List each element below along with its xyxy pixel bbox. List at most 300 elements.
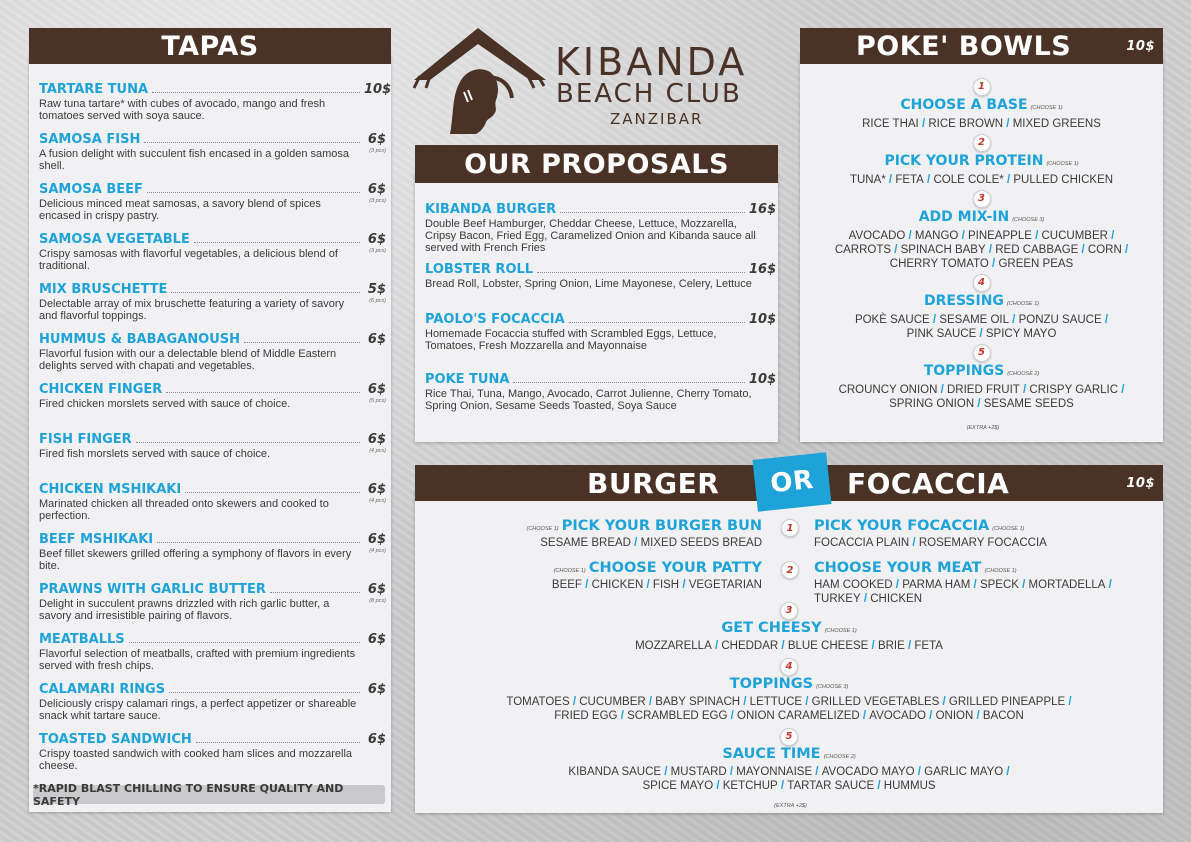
- option-label: BLUE CHEESE: [787, 640, 869, 652]
- proposal-item-header: [425, 262, 777, 277]
- option-label: TURKEY: [814, 593, 861, 605]
- tapas-list: [29, 54, 391, 812]
- dotted-leader: [147, 191, 360, 193]
- separator-slash: /: [1003, 173, 1014, 186]
- option-label: HAM COOKED: [814, 579, 893, 591]
- separator-slash: /: [1101, 313, 1109, 326]
- tapas-item: [39, 482, 386, 522]
- separator-slash: /: [778, 640, 788, 652]
- logo-line1: KIBANDA: [555, 40, 748, 84]
- option-label: SCRAMBLED EGG: [627, 710, 728, 722]
- dotted-leader: [185, 491, 360, 493]
- dotted-leader: [157, 541, 360, 543]
- option-label: AVOCADO: [848, 229, 906, 242]
- tapas-note: *RAPID BLAST CHILLING TO ENSURE QUALITY AND SAFETY: [33, 785, 385, 804]
- tapas-item: [39, 132, 386, 172]
- option-label: TUNA*: [849, 173, 886, 186]
- separator-slash: /: [1107, 229, 1115, 242]
- tapas-item: [39, 282, 386, 322]
- option-label: SPRING ONION: [889, 397, 975, 410]
- tapas-item: [39, 182, 386, 222]
- poke-step-title-row: [800, 362, 1163, 383]
- poke-step-title: CHOOSE A BASE: [900, 96, 1028, 113]
- bf-step2-right: [814, 561, 1112, 606]
- separator-slash: /: [1008, 313, 1019, 326]
- proposal-item: [425, 312, 777, 352]
- poke-options: [800, 383, 1163, 397]
- tapas-item-price: 6$: [367, 482, 386, 497]
- proposal-item: [425, 372, 777, 412]
- bf-step-title: SAUCE TIME: [722, 746, 821, 762]
- tapas-item-name: MEATBALLS: [39, 632, 125, 647]
- separator-slash: /: [918, 117, 929, 130]
- option-label: SESAME OIL: [939, 313, 1009, 326]
- tapas-item-price: 6$: [367, 432, 386, 447]
- poke-options: [800, 173, 1163, 187]
- tapas-item-pieces: (3 pcs): [369, 248, 386, 254]
- separator-slash: /: [929, 313, 940, 326]
- proposal-item: [425, 262, 777, 290]
- proposal-item-price: 16$: [749, 262, 777, 277]
- tapas-item: [39, 332, 386, 372]
- choose-note: (CHOOSE 2): [1007, 370, 1040, 377]
- separator-slash: /: [617, 710, 628, 722]
- poke-step: [800, 272, 1163, 341]
- logo-line2: BEACH CLUB: [556, 79, 742, 109]
- tapas-item-pieces: (6 pcs): [369, 298, 386, 304]
- bf-step5: [415, 727, 1163, 793]
- tapas-item-desc: Flavorful selection of meatballs, crafted with premium ingredients served with fresh chips.: [39, 648, 356, 672]
- tapas-item-pieces: (4 pcs): [369, 498, 386, 504]
- proposal-item-desc: Homemade Focaccia stuffed with Scrambled Eggs, Lettuce, Tomatoes, Fresh Mozzarella and Mayonnaise: [425, 328, 717, 352]
- option-label: POKÈ SAUCE: [854, 313, 930, 326]
- proposal-item-name: POKE TUNA: [425, 372, 510, 387]
- option-label: SESAME SEEDS: [983, 397, 1074, 410]
- separator-slash: /: [643, 579, 653, 591]
- separator-slash: /: [914, 766, 925, 778]
- tapas-item-name: CHICKEN MSHIKAKI: [39, 482, 182, 497]
- tapas-item-desc: Marinated chicken all threaded onto skewers and cooked to perfection.: [39, 498, 329, 522]
- option-label: GARLIC MAYO: [924, 766, 1004, 778]
- choose-note: (CHOOSE 3): [1012, 216, 1045, 223]
- bf-step1-right: [814, 519, 1047, 550]
- option-label: SPINACH BABY: [900, 243, 986, 256]
- tapas-item-desc: Raw tuna tartare* with cubes of avocado, mango and fresh tomatoes served with soya sauce.: [39, 98, 326, 122]
- tapas-item-desc: Crispy toasted sandwich with cooked ham slices and mozzarella cheese.: [39, 748, 353, 772]
- poke-step-title: PICK YOUR PROTEIN: [884, 152, 1044, 169]
- option-label: BRIE: [877, 640, 905, 652]
- option-label: CUCUMBER: [1041, 229, 1108, 242]
- separator-slash: /: [905, 229, 915, 242]
- step-number-row: [415, 657, 1163, 676]
- separator-slash: /: [1018, 579, 1029, 591]
- poke-step-title: DRESSING: [923, 292, 1004, 309]
- option-label: FISH: [652, 579, 680, 591]
- tapas-item-price: 6$: [367, 632, 386, 647]
- patty-options: [551, 578, 762, 592]
- tapas-item-name: SAMOSA FISH: [39, 132, 141, 147]
- bf-step-title-row: [415, 620, 1163, 639]
- option-label: SPECK: [979, 579, 1019, 591]
- dotted-leader: [171, 291, 360, 293]
- poke-options: [800, 327, 1163, 341]
- tapas-item-header: [39, 182, 386, 197]
- tapas-item-name: SAMOSA BEEF: [39, 182, 143, 197]
- choose-note: (CHOOSE 1): [992, 526, 1025, 532]
- option-label: MIXED SEEDS BREAD: [640, 537, 762, 549]
- option-label: MUSTARD: [670, 766, 727, 778]
- separator-slash: /: [976, 327, 986, 340]
- poke-step-title: ADD MIX-IN: [918, 208, 1010, 225]
- option-label: PINEAPPLE: [967, 229, 1032, 242]
- separator-slash: /: [973, 710, 983, 722]
- step-number: 5: [973, 344, 991, 362]
- proposal-item-header: [425, 372, 777, 387]
- tapas-item-name: MIX BRUSCHETTE: [39, 282, 168, 297]
- tapas-item: [39, 532, 386, 572]
- option-label: SESAME BREAD: [540, 537, 631, 549]
- bf-extra-note: [415, 794, 1163, 812]
- step-number: 3: [780, 602, 798, 620]
- proposal-item-desc: Rice Thai, Tuna, Mango, Avocado, Carrot Julienne, Cherry Tomato, Spring Onion, Sesame Seeds Toasted, Soya Sauce: [425, 388, 752, 412]
- tapas-item: [39, 82, 392, 122]
- tapas-item-price: 6$: [367, 132, 386, 147]
- tapas-item-price: 6$: [367, 182, 386, 197]
- dotted-leader: [194, 241, 360, 243]
- separator-slash: /: [939, 696, 949, 708]
- option-label: CUCUMBER: [579, 696, 646, 708]
- option-label: RICE THAI: [862, 117, 919, 130]
- bf-step3: [415, 601, 1163, 653]
- tapas-item-pieces: (8 pcs): [369, 598, 386, 604]
- option-label: KIBANDA SAUCE: [568, 766, 662, 778]
- option-label: CHERRY TOMATO: [889, 257, 989, 270]
- bf-price: 10$: [1126, 475, 1155, 491]
- option-label: TOMATOES: [506, 696, 570, 708]
- bf-options: [415, 765, 1163, 779]
- tapas-item-desc: Delight in succulent prawns drizzled with rich garlic butter, a savory and irresistible pairing of flavors.: [39, 598, 330, 622]
- option-label: HUMMUS: [883, 780, 936, 792]
- separator-slash: /: [1121, 243, 1129, 256]
- tapas-item-name: TARTARE TUNA: [39, 82, 149, 97]
- separator-slash: /: [569, 696, 580, 708]
- hut-logo-icon: [410, 22, 550, 137]
- separator-slash: /: [1065, 696, 1072, 708]
- option-label: MORTADELLA: [1028, 579, 1106, 591]
- option-label: COLE COLE*: [933, 173, 1004, 186]
- separator-slash: /: [661, 766, 671, 778]
- separator-slash: /: [909, 537, 919, 549]
- bf-options: [415, 695, 1163, 709]
- proposals-title: OUR PROPOSALS: [415, 145, 778, 183]
- separator-slash: /: [777, 780, 788, 792]
- option-label: CROUNCY ONION: [838, 383, 938, 396]
- separator-slash: /: [923, 173, 934, 186]
- separator-slash: /: [925, 710, 936, 722]
- tapas-item-price: 6$: [367, 332, 386, 347]
- step-number: 4: [780, 658, 798, 676]
- tapas-item-price: 6$: [367, 382, 386, 397]
- dotted-leader: [537, 271, 745, 273]
- tapas-item-name: TOASTED SANDWICH: [39, 732, 192, 747]
- tapas-item-price: 6$: [367, 582, 386, 597]
- separator-slash: /: [1019, 383, 1030, 396]
- extra-note: (EXTRA +2$): [966, 425, 1000, 431]
- option-label: DRIED FRUIT: [946, 383, 1020, 396]
- choose-note: (CHOOSE 3): [816, 684, 849, 690]
- option-label: MANGO: [914, 229, 959, 242]
- logo-line3: ZANZIBAR: [610, 110, 704, 128]
- separator-slash: /: [1003, 766, 1010, 778]
- bf-title-right: FOCACCIA: [847, 466, 1010, 500]
- option-label: MOZZARELLA: [635, 640, 712, 652]
- tapas-item-pieces: (4 pcs): [369, 548, 386, 554]
- option-label: PINK SAUCE: [906, 327, 977, 340]
- tapas-item-name: CALAMARI RINGS: [39, 682, 166, 697]
- choose-note: (CHOOSE 1): [553, 568, 586, 574]
- option-label: BEEF: [551, 579, 582, 591]
- bf-options: [415, 639, 1163, 653]
- tapas-item-desc: Delicious minced meat samosas, a savory blend of spices encased in crispy pastry.: [39, 198, 321, 222]
- tapas-item-name: FISH FINGER: [39, 432, 132, 447]
- proposal-item-price: 10$: [749, 372, 777, 387]
- proposals-list: [415, 172, 778, 442]
- tapas-item-pieces: (3 pcs): [369, 198, 386, 204]
- tapas-item: [39, 632, 386, 672]
- logo: [410, 22, 780, 137]
- choose-note: (CHOOSE 1): [1046, 160, 1079, 167]
- tapas-item: [39, 732, 386, 772]
- tapas-item-header: [39, 432, 386, 447]
- tapas-item-pieces: (3 pcs): [369, 148, 386, 154]
- option-label: CORN: [1087, 243, 1122, 256]
- tapas-item-header: [39, 532, 386, 547]
- dotted-leader: [513, 381, 745, 383]
- bf-step-title-row: [415, 746, 1163, 765]
- poke-options: [800, 243, 1163, 257]
- poke-extra-note: [800, 416, 1163, 434]
- step-number-row: [800, 272, 1163, 292]
- dotted-leader: [569, 321, 745, 323]
- tapas-item-header: [39, 582, 386, 597]
- poke-options: [800, 397, 1163, 411]
- bf-or-badge: OR: [752, 452, 831, 511]
- tapas-item-desc: Beef fillet skewers grilled offering a symphony of flavors in every bite.: [39, 548, 352, 572]
- proposal-item-price: 16$: [749, 202, 777, 217]
- dotted-leader: [144, 141, 360, 143]
- tapas-item-header: [39, 282, 386, 297]
- separator-slash: /: [581, 579, 592, 591]
- separator-slash: /: [645, 696, 656, 708]
- meat-options-1: [814, 578, 1112, 592]
- dotted-leader: [560, 211, 745, 213]
- step-number: 4: [973, 274, 991, 292]
- tapas-item-desc: Fired fish morslets served with sauce of choice.: [39, 448, 271, 460]
- step-number-row: [800, 132, 1163, 152]
- tapas-item-desc: Delectable array of mix bruschette featuring a variety of savory and flavorful toppings.: [39, 298, 345, 322]
- bf-options: [415, 709, 1163, 723]
- poke-step: [800, 76, 1163, 131]
- bf-options: [415, 779, 1163, 793]
- choose-note: (CHOOSE 2): [823, 754, 856, 760]
- tapas-item-price: 5$: [367, 282, 386, 297]
- separator-slash: /: [1118, 383, 1125, 396]
- step-number-row: [415, 601, 1163, 620]
- option-label: FOCACCIA PLAIN: [814, 537, 910, 549]
- option-label: LETTUCE: [749, 696, 803, 708]
- option-label: KETCHUP: [722, 780, 778, 792]
- bf-step-title-row: [415, 676, 1163, 695]
- option-label: ROSEMARY FOCACCIA: [918, 537, 1047, 549]
- step-number: 5: [780, 728, 798, 746]
- option-label: CHICKEN: [870, 593, 923, 605]
- tapas-item: [39, 382, 386, 410]
- tapas-item-header: [39, 232, 386, 247]
- tapas-item-pieces: (5 pcs): [369, 398, 386, 404]
- separator-slash: /: [904, 640, 915, 652]
- tapas-item-price: 6$: [367, 732, 386, 747]
- separator-slash: /: [1003, 117, 1013, 130]
- option-label: PONZU SAUCE: [1018, 313, 1102, 326]
- dotted-leader: [152, 91, 360, 93]
- tapas-item: [39, 682, 386, 722]
- separator-slash: /: [812, 766, 822, 778]
- option-label: SPICY MAYO: [985, 327, 1057, 340]
- separator-slash: /: [891, 243, 901, 256]
- poke-options: [800, 257, 1163, 271]
- separator-slash: /: [988, 257, 999, 270]
- option-label: FRIED EGG: [554, 710, 618, 722]
- proposal-item: [425, 202, 777, 254]
- tapas-item-header: [39, 682, 386, 697]
- tapas-item-header: [39, 382, 386, 397]
- tapas-item-name: BEEF MSHIKAKI: [39, 532, 154, 547]
- option-label: CARROTS: [834, 243, 892, 256]
- option-label: GRILLED PINEAPPLE: [948, 696, 1066, 708]
- separator-slash: /: [859, 710, 870, 722]
- dotted-leader: [244, 341, 360, 343]
- step-number: 1: [781, 519, 799, 537]
- option-label: FETA: [895, 173, 924, 186]
- bf-title-left: BURGER: [587, 466, 720, 500]
- option-label: AVOCADO: [869, 710, 926, 722]
- option-label: SPICE MAYO: [642, 780, 714, 792]
- step-number: 2: [781, 561, 799, 579]
- separator-slash: /: [726, 766, 737, 778]
- step-number-row: [800, 76, 1163, 96]
- tapas-item-price: 6$: [367, 232, 386, 247]
- separator-slash: /: [970, 579, 980, 591]
- focaccia-title: PICK YOUR FOCACCIA: [814, 518, 990, 534]
- separator-slash: /: [1105, 579, 1112, 591]
- poke-list: [800, 54, 1163, 442]
- separator-slash: /: [958, 229, 968, 242]
- separator-slash: /: [974, 397, 984, 410]
- poke-step-title-row: [800, 208, 1163, 229]
- dotted-leader: [166, 391, 360, 393]
- separator-slash: /: [740, 696, 750, 708]
- choose-note: (CHOOSE 1): [526, 526, 559, 532]
- separator-slash: /: [802, 696, 812, 708]
- separator-slash: /: [1078, 243, 1088, 256]
- proposal-item-header: [425, 202, 777, 217]
- tapas-title: TAPAS: [29, 28, 391, 64]
- separator-slash: /: [630, 537, 641, 549]
- poke-options: [800, 117, 1163, 131]
- option-label: CRISPY GARLIC: [1029, 383, 1119, 396]
- step-number-row: [415, 727, 1163, 746]
- step-number-row: [800, 188, 1163, 208]
- option-label: RICE BROWN: [928, 117, 1004, 130]
- separator-slash: /: [860, 593, 871, 605]
- poke-step-title: TOPPINGS: [923, 362, 1005, 379]
- tapas-item-desc: Flavorful fusion with our a delectable blend of Middle Eastern delights served with chapati and vegetables.: [39, 348, 337, 372]
- option-label: CHEDDAR: [721, 640, 779, 652]
- poke-options: [800, 313, 1163, 327]
- bf-step-title: TOPPINGS: [729, 676, 814, 692]
- meat-title: CHOOSE YOUR MEAT: [814, 560, 982, 576]
- poke-price: 10$: [1126, 38, 1155, 54]
- separator-slash: /: [679, 579, 689, 591]
- tapas-item-desc: Deliciously crispy calamari rings, a perfect appetizer or shareable snack whit tartare sauce.: [39, 698, 357, 722]
- separator-slash: /: [868, 640, 878, 652]
- choose-note: (CHOOSE 1): [824, 628, 857, 634]
- tapas-item-desc: Fired chicken morslets served with sauce of choice.: [39, 398, 291, 410]
- bf-content: [415, 490, 1163, 813]
- choose-note: (CHOOSE 1): [1030, 104, 1063, 111]
- choose-note: (CHOOSE 1): [984, 568, 1017, 574]
- tapas-item-header: [39, 82, 392, 97]
- option-label: MIXED GREENS: [1012, 117, 1101, 130]
- tapas-item-header: [39, 482, 386, 497]
- option-label: GRILLED VEGETABLES: [811, 696, 940, 708]
- burger-bun-title: PICK YOUR BURGER BUN: [561, 518, 762, 534]
- bf-center-steps: [415, 601, 1163, 812]
- poke-step: [800, 188, 1163, 271]
- option-label: FETA: [914, 640, 943, 652]
- tapas-item-desc: Crispy samosas with flavorful vegetables, a delicious blend of traditional.: [39, 248, 338, 272]
- option-label: MAYONNAISE: [736, 766, 813, 778]
- separator-slash: /: [937, 383, 947, 396]
- tapas-item-name: CHICKEN FINGER: [39, 382, 163, 397]
- option-label: TARTAR SAUCE: [787, 780, 875, 792]
- option-label: ONION: [935, 710, 974, 722]
- tapas-item: [39, 582, 386, 622]
- tapas-item-price: 10$: [364, 82, 392, 97]
- dotted-leader: [270, 591, 360, 593]
- proposal-item-header: [425, 312, 777, 327]
- option-label: ONION CARAMELIZED: [737, 710, 860, 722]
- option-label: BACON: [982, 710, 1024, 722]
- proposal-item-desc: Double Beef Hamburger, Cheddar Cheese, Lettuce, Mozzarella, Cripsy Bacon, Fried Egg, Caramelized Onion and Kibanda sauce all served with French Fries: [425, 218, 756, 254]
- option-label: CHICKEN: [591, 579, 644, 591]
- tapas-item-header: [39, 132, 386, 147]
- tapas-item-header: [39, 332, 386, 347]
- option-label: RED CABBAGE: [995, 243, 1079, 256]
- proposal-item-price: 10$: [749, 312, 777, 327]
- step-number: 1: [973, 78, 991, 96]
- separator-slash: /: [885, 173, 896, 186]
- choose-note: (CHOOSE 1): [1006, 300, 1039, 307]
- poke-step: [800, 132, 1163, 187]
- separator-slash: /: [713, 780, 723, 792]
- tapas-item: [39, 432, 386, 460]
- dotted-leader: [169, 691, 360, 693]
- poke-step-title-row: [800, 292, 1163, 313]
- option-label: AVOCADO MAYO: [821, 766, 915, 778]
- burger-bun-options: [523, 536, 762, 550]
- patty-title: CHOOSE YOUR PATTY: [588, 560, 762, 576]
